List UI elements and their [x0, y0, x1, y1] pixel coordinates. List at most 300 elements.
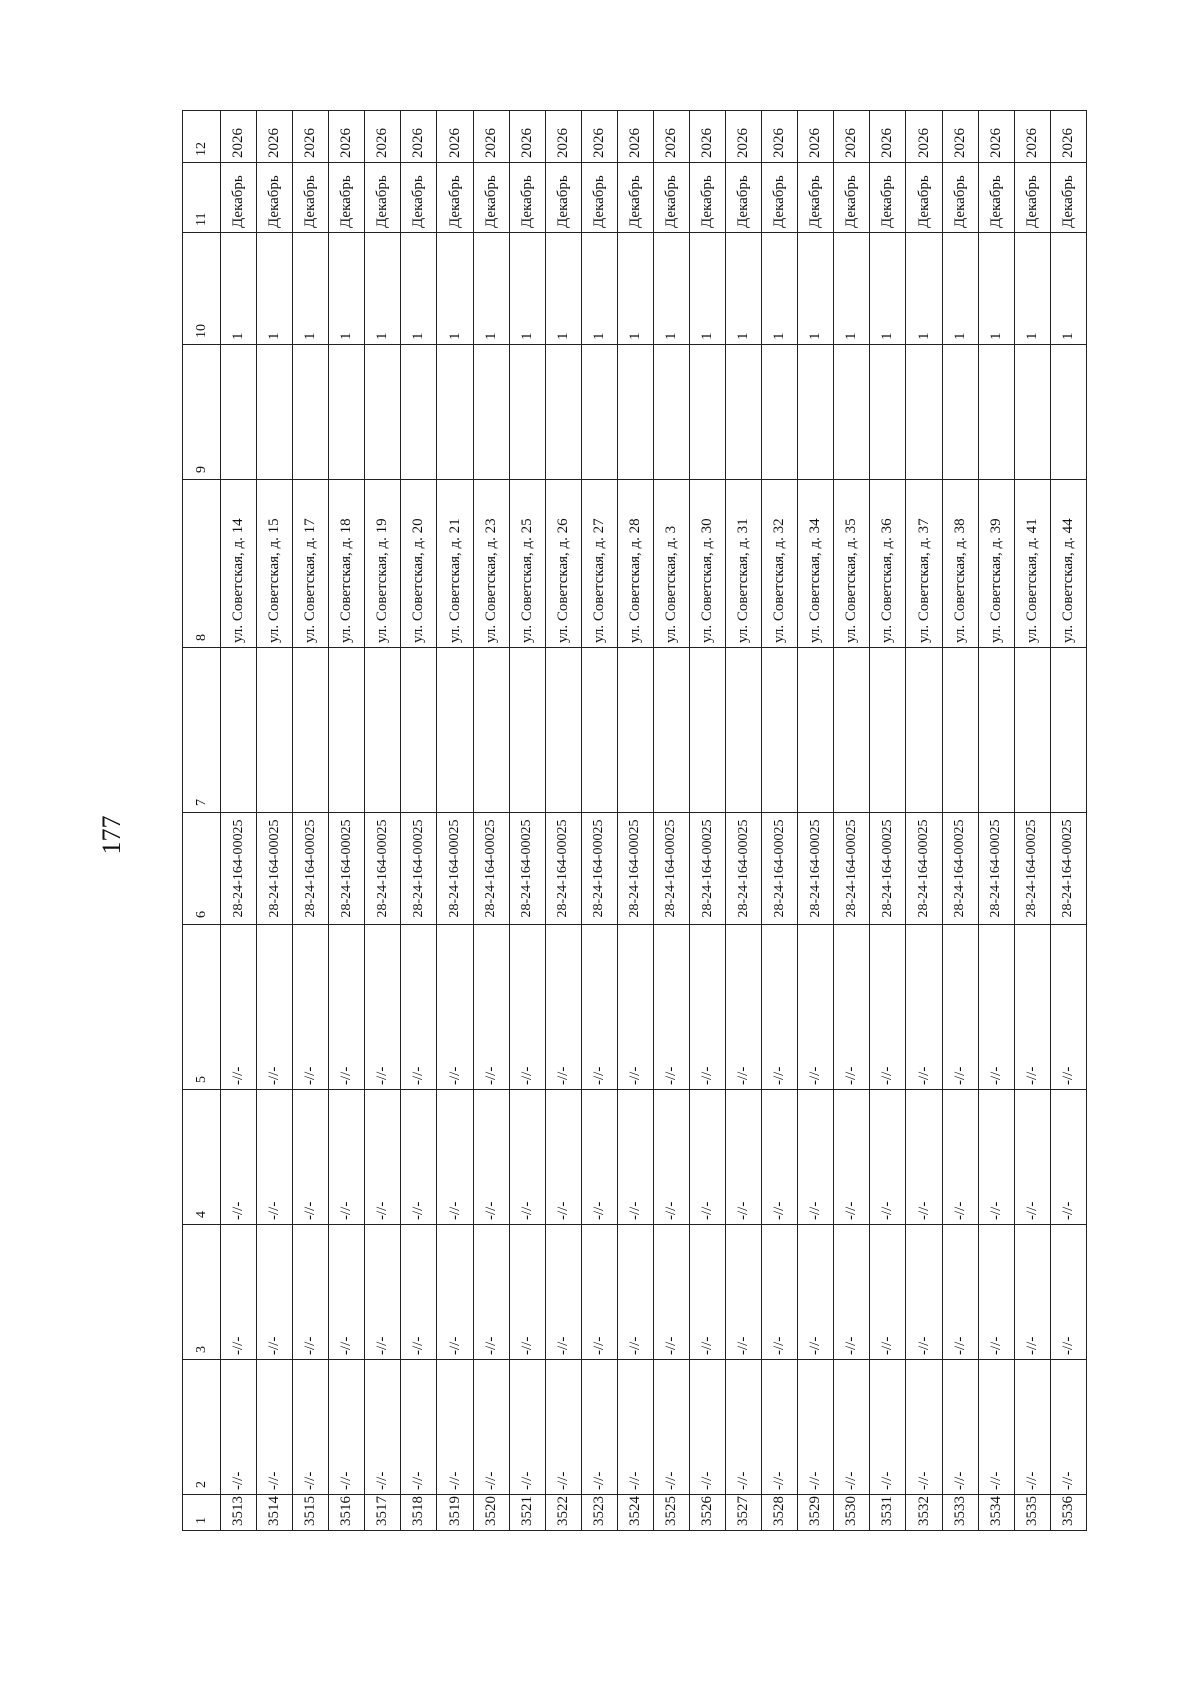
- cadastral-code-cell: 28-24-164-00025: [1050, 813, 1086, 925]
- address-cell: ул. Советская, д. 34: [798, 480, 834, 648]
- quantity-cell: 1: [762, 233, 798, 345]
- col2-cell: -//-: [221, 1360, 257, 1495]
- col9-cell: [834, 345, 870, 480]
- col2-cell: -//-: [1050, 1360, 1086, 1495]
- col9-cell: [365, 345, 401, 480]
- col9-cell: [437, 345, 473, 480]
- rotated-table-wrapper: [182, 111, 1087, 1531]
- col4-cell: -//-: [581, 1090, 617, 1225]
- col5-cell: -//-: [329, 925, 365, 1090]
- col9-cell: [581, 345, 617, 480]
- quantity-cell: 1: [221, 233, 257, 345]
- col9-cell: [221, 345, 257, 480]
- month-cell: Декабрь: [653, 163, 689, 233]
- col4-cell: -//-: [401, 1090, 437, 1225]
- address-cell: ул. Советская, д. 30: [690, 480, 726, 648]
- col2-cell: -//-: [581, 1360, 617, 1495]
- quantity-cell: 1: [906, 233, 942, 345]
- col4-cell: -//-: [1050, 1090, 1086, 1225]
- cadastral-code-cell: 28-24-164-00025: [1014, 813, 1050, 925]
- row-number: 3530: [834, 1495, 870, 1531]
- table-row: [473, 111, 509, 1531]
- cadastral-code-cell: 28-24-164-00025: [257, 813, 293, 925]
- col2-cell: -//-: [726, 1360, 762, 1495]
- month-cell: Декабрь: [726, 163, 762, 233]
- table-row: [401, 111, 437, 1531]
- quantity-cell: 1: [690, 233, 726, 345]
- col3-cell: -//-: [726, 1225, 762, 1360]
- address-cell: ул. Советская, д. 41: [1014, 480, 1050, 648]
- address-cell: ул. Советская, д. 27: [581, 480, 617, 648]
- col3-cell: -//-: [1014, 1225, 1050, 1360]
- table-row: [221, 111, 257, 1531]
- cadastral-code-cell: 28-24-164-00025: [870, 813, 906, 925]
- col4-cell: -//-: [1014, 1090, 1050, 1225]
- year-cell: 2026: [401, 111, 437, 163]
- col3-cell: -//-: [437, 1225, 473, 1360]
- row-number: 3519: [437, 1495, 473, 1531]
- quantity-cell: 1: [257, 233, 293, 345]
- year-cell: 2026: [1050, 111, 1086, 163]
- col5-cell: -//-: [834, 925, 870, 1090]
- col5-cell: -//-: [545, 925, 581, 1090]
- col4-cell: -//-: [653, 1090, 689, 1225]
- cadastral-code-cell: 28-24-164-00025: [653, 813, 689, 925]
- col9-cell: [1014, 345, 1050, 480]
- table-row: [1050, 111, 1086, 1531]
- year-cell: 2026: [798, 111, 834, 163]
- col4-cell: -//-: [834, 1090, 870, 1225]
- month-cell: Декабрь: [870, 163, 906, 233]
- col9-cell: [1050, 345, 1086, 480]
- row-number: 3536: [1050, 1495, 1086, 1531]
- col7-cell: [653, 648, 689, 813]
- address-cell: ул. Советская, д. 18: [329, 480, 365, 648]
- col4-cell: -//-: [293, 1090, 329, 1225]
- address-cell: ул. Советская, д. 3: [653, 480, 689, 648]
- row-number: 3524: [617, 1495, 653, 1531]
- table-row: [365, 111, 401, 1531]
- year-cell: 2026: [257, 111, 293, 163]
- month-cell: Декабрь: [329, 163, 365, 233]
- address-cell: ул. Советская, д. 39: [978, 480, 1014, 648]
- col9-cell: [473, 345, 509, 480]
- address-cell: ул. Советская, д. 36: [870, 480, 906, 648]
- col5-cell: -//-: [617, 925, 653, 1090]
- col7-cell: [834, 648, 870, 813]
- col3-cell: -//-: [545, 1225, 581, 1360]
- col7-cell: [978, 648, 1014, 813]
- col4-cell: -//-: [509, 1090, 545, 1225]
- col2-cell: -//-: [329, 1360, 365, 1495]
- col2-cell: -//-: [978, 1360, 1014, 1495]
- col7-cell: [509, 648, 545, 813]
- cadastral-code-cell: 28-24-164-00025: [401, 813, 437, 925]
- col3-cell: -//-: [329, 1225, 365, 1360]
- col4-cell: -//-: [329, 1090, 365, 1225]
- col5-cell: -//-: [798, 925, 834, 1090]
- col4-cell: -//-: [473, 1090, 509, 1225]
- row-number: 3514: [257, 1495, 293, 1531]
- col7-cell: [1050, 648, 1086, 813]
- col3-cell: -//-: [401, 1225, 437, 1360]
- cadastral-code-cell: 28-24-164-00025: [437, 813, 473, 925]
- row-number: 3532: [906, 1495, 942, 1531]
- year-cell: 2026: [653, 111, 689, 163]
- year-cell: 2026: [978, 111, 1014, 163]
- table-row: [834, 111, 870, 1531]
- col5-cell: -//-: [509, 925, 545, 1090]
- col5-cell: -//-: [1050, 925, 1086, 1090]
- month-cell: Декабрь: [834, 163, 870, 233]
- col3-cell: -//-: [762, 1225, 798, 1360]
- cadastral-code-cell: 28-24-164-00025: [834, 813, 870, 925]
- table-row: [942, 111, 978, 1531]
- year-cell: 2026: [870, 111, 906, 163]
- table-row: [293, 111, 329, 1531]
- col3-cell: -//-: [653, 1225, 689, 1360]
- month-cell: Декабрь: [798, 163, 834, 233]
- col5-cell: -//-: [473, 925, 509, 1090]
- col4-cell: -//-: [726, 1090, 762, 1225]
- quantity-cell: 1: [834, 233, 870, 345]
- column-header: 2: [183, 1360, 221, 1495]
- col4-cell: -//-: [942, 1090, 978, 1225]
- quantity-cell: 1: [978, 233, 1014, 345]
- row-number: 3528: [762, 1495, 798, 1531]
- address-cell: ул. Советская, д. 25: [509, 480, 545, 648]
- col9-cell: [509, 345, 545, 480]
- table-row: [545, 111, 581, 1531]
- col4-cell: -//-: [762, 1090, 798, 1225]
- col5-cell: -//-: [690, 925, 726, 1090]
- column-header: 3: [183, 1225, 221, 1360]
- year-cell: 2026: [942, 111, 978, 163]
- year-cell: 2026: [365, 111, 401, 163]
- cadastral-code-cell: 28-24-164-00025: [617, 813, 653, 925]
- address-cell: ул. Советская, д. 21: [437, 480, 473, 648]
- col7-cell: [690, 648, 726, 813]
- year-cell: 2026: [545, 111, 581, 163]
- col4-cell: -//-: [617, 1090, 653, 1225]
- month-cell: Декабрь: [1050, 163, 1086, 233]
- month-cell: Декабрь: [257, 163, 293, 233]
- quantity-cell: 1: [581, 233, 617, 345]
- table-row: [653, 111, 689, 1531]
- quantity-cell: 1: [401, 233, 437, 345]
- col3-cell: -//-: [906, 1225, 942, 1360]
- year-cell: 2026: [473, 111, 509, 163]
- row-number: 3529: [798, 1495, 834, 1531]
- address-cell: ул. Советская, д. 44: [1050, 480, 1086, 648]
- table-row: [870, 111, 906, 1531]
- col7-cell: [257, 648, 293, 813]
- address-cell: ул. Советская, д. 14: [221, 480, 257, 648]
- table-row: [978, 111, 1014, 1531]
- col3-cell: -//-: [690, 1225, 726, 1360]
- col5-cell: -//-: [978, 925, 1014, 1090]
- cadastral-code-cell: 28-24-164-00025: [942, 813, 978, 925]
- col2-cell: -//-: [1014, 1360, 1050, 1495]
- year-cell: 2026: [906, 111, 942, 163]
- col4-cell: -//-: [690, 1090, 726, 1225]
- col2-cell: -//-: [942, 1360, 978, 1495]
- month-cell: Декабрь: [762, 163, 798, 233]
- month-cell: Декабрь: [437, 163, 473, 233]
- row-number: 3534: [978, 1495, 1014, 1531]
- quantity-cell: 1: [1050, 233, 1086, 345]
- col4-cell: -//-: [257, 1090, 293, 1225]
- column-header: 8: [183, 480, 221, 648]
- col2-cell: -//-: [509, 1360, 545, 1495]
- month-cell: Декабрь: [906, 163, 942, 233]
- col5-cell: -//-: [726, 925, 762, 1090]
- month-cell: Декабрь: [509, 163, 545, 233]
- col2-cell: -//-: [906, 1360, 942, 1495]
- table-row: [762, 111, 798, 1531]
- table-row: [906, 111, 942, 1531]
- year-cell: 2026: [1014, 111, 1050, 163]
- column-header: 11: [183, 163, 221, 233]
- col9-cell: [978, 345, 1014, 480]
- table-body: [221, 111, 1087, 1531]
- row-number: 3515: [293, 1495, 329, 1531]
- col5-cell: -//-: [906, 925, 942, 1090]
- year-cell: 2026: [329, 111, 365, 163]
- month-cell: Декабрь: [581, 163, 617, 233]
- column-header: 12: [183, 111, 221, 163]
- col9-cell: [690, 345, 726, 480]
- cadastral-code-cell: 28-24-164-00025: [221, 813, 257, 925]
- col7-cell: [762, 648, 798, 813]
- col4-cell: -//-: [798, 1090, 834, 1225]
- column-header: 7: [183, 648, 221, 813]
- quantity-cell: 1: [509, 233, 545, 345]
- column-header: 4: [183, 1090, 221, 1225]
- col4-cell: -//-: [437, 1090, 473, 1225]
- month-cell: Декабрь: [401, 163, 437, 233]
- table-row: [690, 111, 726, 1531]
- row-number: 3521: [509, 1495, 545, 1531]
- col2-cell: -//-: [762, 1360, 798, 1495]
- address-cell: ул. Советская, д. 28: [617, 480, 653, 648]
- month-cell: Декабрь: [545, 163, 581, 233]
- row-number: 3522: [545, 1495, 581, 1531]
- col9-cell: [798, 345, 834, 480]
- col2-cell: -//-: [834, 1360, 870, 1495]
- row-number: 3523: [581, 1495, 617, 1531]
- col2-cell: -//-: [437, 1360, 473, 1495]
- col3-cell: -//-: [870, 1225, 906, 1360]
- column-header: 1: [183, 1495, 221, 1531]
- column-header: 5: [183, 925, 221, 1090]
- row-number: 3527: [726, 1495, 762, 1531]
- col7-cell: [906, 648, 942, 813]
- address-cell: ул. Советская, д. 26: [545, 480, 581, 648]
- col2-cell: -//-: [545, 1360, 581, 1495]
- col2-cell: -//-: [293, 1360, 329, 1495]
- col5-cell: -//-: [581, 925, 617, 1090]
- col4-cell: -//-: [870, 1090, 906, 1225]
- year-cell: 2026: [762, 111, 798, 163]
- table-row: [329, 111, 365, 1531]
- col7-cell: [870, 648, 906, 813]
- cadastral-code-cell: 28-24-164-00025: [545, 813, 581, 925]
- row-number: 3535: [1014, 1495, 1050, 1531]
- col3-cell: -//-: [834, 1225, 870, 1360]
- row-number: 3518: [401, 1495, 437, 1531]
- col7-cell: [473, 648, 509, 813]
- month-cell: Декабрь: [293, 163, 329, 233]
- cadastral-code-cell: 28-24-164-00025: [509, 813, 545, 925]
- col7-cell: [545, 648, 581, 813]
- col7-cell: [293, 648, 329, 813]
- col7-cell: [942, 648, 978, 813]
- table-row: [726, 111, 762, 1531]
- col2-cell: -//-: [257, 1360, 293, 1495]
- year-cell: 2026: [581, 111, 617, 163]
- column-header: 9: [183, 345, 221, 480]
- month-cell: Декабрь: [221, 163, 257, 233]
- col5-cell: -//-: [365, 925, 401, 1090]
- col4-cell: -//-: [978, 1090, 1014, 1225]
- col2-cell: -//-: [798, 1360, 834, 1495]
- address-cell: ул. Советская, д. 35: [834, 480, 870, 648]
- address-cell: ул. Советская, д. 32: [762, 480, 798, 648]
- quantity-cell: 1: [870, 233, 906, 345]
- table-row: [1014, 111, 1050, 1531]
- table-row: [257, 111, 293, 1531]
- month-cell: Декабрь: [942, 163, 978, 233]
- table-row: [798, 111, 834, 1531]
- cadastral-code-cell: 28-24-164-00025: [293, 813, 329, 925]
- quantity-cell: 1: [365, 233, 401, 345]
- col4-cell: -//-: [545, 1090, 581, 1225]
- quantity-cell: 1: [293, 233, 329, 345]
- address-cell: ул. Советская, д. 23: [473, 480, 509, 648]
- month-cell: Декабрь: [617, 163, 653, 233]
- month-cell: Декабрь: [473, 163, 509, 233]
- col2-cell: -//-: [365, 1360, 401, 1495]
- col5-cell: -//-: [293, 925, 329, 1090]
- col7-cell: [581, 648, 617, 813]
- col7-cell: [221, 648, 257, 813]
- quantity-cell: 1: [942, 233, 978, 345]
- year-cell: 2026: [617, 111, 653, 163]
- year-cell: 2026: [834, 111, 870, 163]
- cadastral-code-cell: 28-24-164-00025: [473, 813, 509, 925]
- table-row: [437, 111, 473, 1531]
- col3-cell: -//-: [617, 1225, 653, 1360]
- col5-cell: -//-: [257, 925, 293, 1090]
- cadastral-code-cell: 28-24-164-00025: [329, 813, 365, 925]
- col9-cell: [726, 345, 762, 480]
- col4-cell: -//-: [906, 1090, 942, 1225]
- col9-cell: [329, 345, 365, 480]
- quantity-cell: 1: [545, 233, 581, 345]
- month-cell: Декабрь: [690, 163, 726, 233]
- table-row: [581, 111, 617, 1531]
- col9-cell: [906, 345, 942, 480]
- col2-cell: -//-: [690, 1360, 726, 1495]
- col5-cell: -//-: [401, 925, 437, 1090]
- col3-cell: -//-: [581, 1225, 617, 1360]
- cadastral-code-cell: 28-24-164-00025: [798, 813, 834, 925]
- col3-cell: -//-: [978, 1225, 1014, 1360]
- cadastral-code-cell: 28-24-164-00025: [365, 813, 401, 925]
- table-row: [509, 111, 545, 1531]
- col7-cell: [726, 648, 762, 813]
- col3-cell: -//-: [293, 1225, 329, 1360]
- quantity-cell: 1: [329, 233, 365, 345]
- cadastral-code-cell: 28-24-164-00025: [906, 813, 942, 925]
- col7-cell: [1014, 648, 1050, 813]
- col3-cell: -//-: [509, 1225, 545, 1360]
- col2-cell: -//-: [401, 1360, 437, 1495]
- row-number: 3525: [653, 1495, 689, 1531]
- quantity-cell: 1: [473, 233, 509, 345]
- col7-cell: [365, 648, 401, 813]
- col5-cell: -//-: [653, 925, 689, 1090]
- cadastral-code-cell: 28-24-164-00025: [581, 813, 617, 925]
- col9-cell: [762, 345, 798, 480]
- row-number: 3533: [942, 1495, 978, 1531]
- col9-cell: [293, 345, 329, 480]
- table-row: [617, 111, 653, 1531]
- schedule-table: [182, 110, 1087, 1531]
- year-cell: 2026: [726, 111, 762, 163]
- col9-cell: [401, 345, 437, 480]
- col2-cell: -//-: [617, 1360, 653, 1495]
- col5-cell: -//-: [1014, 925, 1050, 1090]
- col3-cell: -//-: [942, 1225, 978, 1360]
- col3-cell: -//-: [1050, 1225, 1086, 1360]
- address-cell: ул. Советская, д. 15: [257, 480, 293, 648]
- quantity-cell: 1: [726, 233, 762, 345]
- col2-cell: -//-: [870, 1360, 906, 1495]
- col5-cell: -//-: [221, 925, 257, 1090]
- col9-cell: [870, 345, 906, 480]
- row-number: 3517: [365, 1495, 401, 1531]
- col9-cell: [942, 345, 978, 480]
- page-number: 177: [97, 815, 126, 855]
- col2-cell: -//-: [473, 1360, 509, 1495]
- address-cell: ул. Советская, д. 20: [401, 480, 437, 648]
- month-cell: Декабрь: [365, 163, 401, 233]
- quantity-cell: 1: [653, 233, 689, 345]
- col7-cell: [798, 648, 834, 813]
- quantity-cell: 1: [1014, 233, 1050, 345]
- col3-cell: -//-: [221, 1225, 257, 1360]
- cadastral-code-cell: 28-24-164-00025: [726, 813, 762, 925]
- year-cell: 2026: [293, 111, 329, 163]
- column-header: 10: [183, 233, 221, 345]
- col9-cell: [257, 345, 293, 480]
- col3-cell: -//-: [798, 1225, 834, 1360]
- year-cell: 2026: [690, 111, 726, 163]
- month-cell: Декабрь: [978, 163, 1014, 233]
- col9-cell: [617, 345, 653, 480]
- col5-cell: -//-: [437, 925, 473, 1090]
- address-cell: ул. Советская, д. 37: [906, 480, 942, 648]
- quantity-cell: 1: [798, 233, 834, 345]
- cadastral-code-cell: 28-24-164-00025: [762, 813, 798, 925]
- cadastral-code-cell: 28-24-164-00025: [978, 813, 1014, 925]
- col3-cell: -//-: [473, 1225, 509, 1360]
- year-cell: 2026: [437, 111, 473, 163]
- col5-cell: -//-: [762, 925, 798, 1090]
- col3-cell: -//-: [365, 1225, 401, 1360]
